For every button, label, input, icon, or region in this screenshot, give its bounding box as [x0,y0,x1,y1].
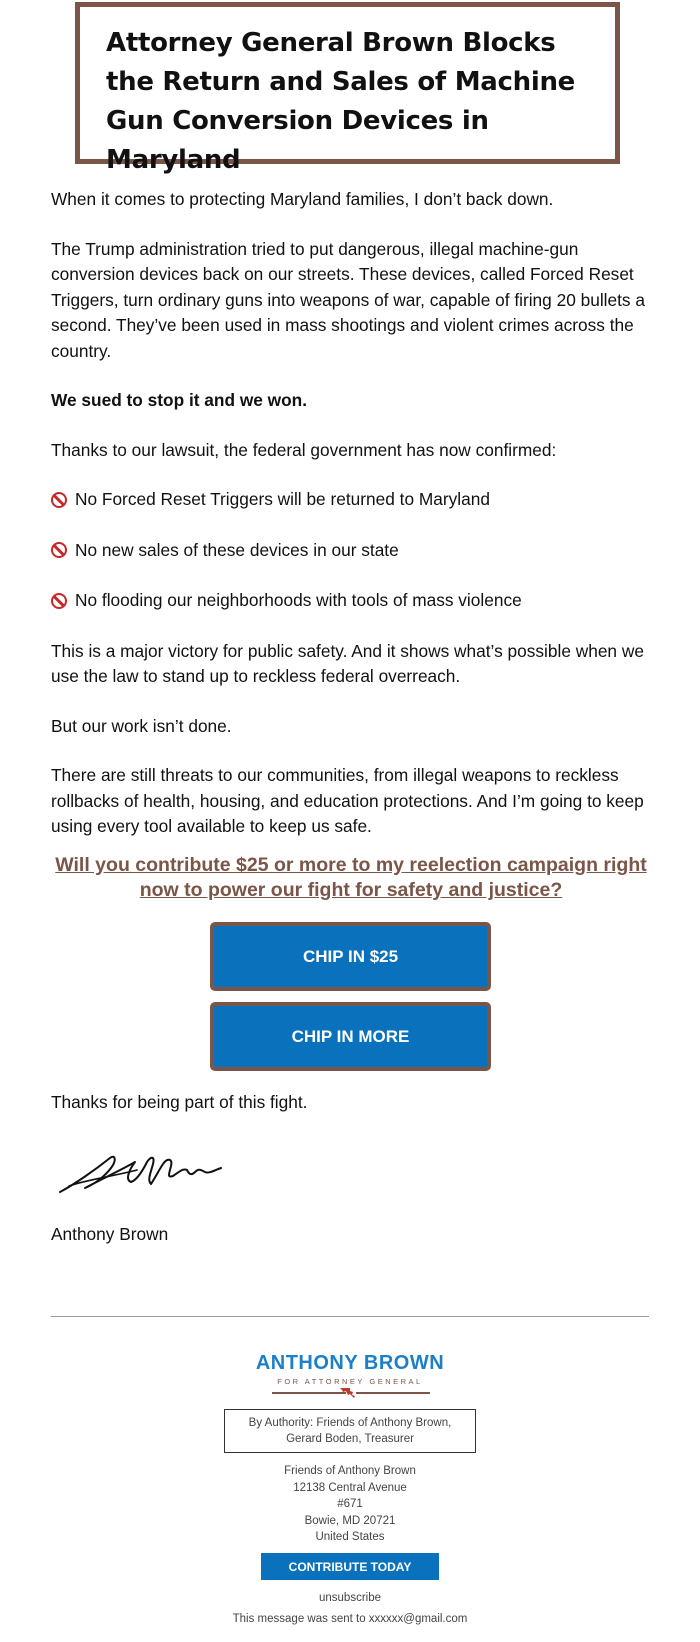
address-line: Bowie, MD 20721 [304,1514,396,1527]
context-paragraph: The Trump administration tried to put dangerous, illegal machine-gun conversion devices back on our streets. These devices, called Forced Reset Triggers, turn ordinary guns into weapons of war, capable of firing 20 bullets a second. They’ve been used in mass shootings and violent crimes across the country. [51,238,645,361]
address-line: 12138 Central Avenue [293,1481,407,1494]
prohibited-icon [51,593,67,609]
chip-in-25-button[interactable]: CHIP IN $25 [210,922,491,991]
prohibited-icon [51,492,67,508]
signature-image [55,1140,235,1200]
page-title: Attorney General Brown Blocks the Return and Sales of Machine Gun Conversion Devices in Maryland [106,28,575,175]
logo-rule-left [272,1392,346,1394]
recipient-notice: This message was sent to xxxxxx@gmail.com [232,1613,468,1625]
mailing-address [200,1463,500,1546]
address-line: Friends of Anthony Brown [284,1465,416,1477]
bullet-text: No Forced Reset Triggers will be returned to Maryland [75,489,490,509]
authority-line: Gerard Boden, Treasurer [286,1433,414,1445]
contribute-link[interactable]: Will you contribute $25 or more to my reelection campaign right now to power our fight for safety and justice? [55,854,647,901]
threats-paragraph: There are still threats to our communities, from illegal weapons to reckless rollbacks of health, housing, and education protections. And I’m going to keep using every tool available to keep us safe. [51,765,644,836]
lawsuit-headline: We sued to stop it and we won. [51,390,308,410]
maryland-shape-icon [340,1386,358,1398]
chip-in-more-button[interactable]: CHIP IN MORE [210,1002,491,1071]
thanks-text: Thanks for being part of this fight. [51,1092,308,1112]
prohibited-icon [51,542,67,558]
bullet-text: No new sales of these devices in our state [75,539,399,560]
work-paragraph: But our work isn’t done. [51,715,232,736]
unsubscribe-link[interactable]: unsubscribe [318,1592,381,1604]
email-body [51,187,651,864]
list-item [51,487,651,513]
address-line: #671 [337,1498,363,1510]
authority-line: By Authority: Friends of Anthony Brown, [248,1417,452,1429]
logo-rule-right [356,1392,430,1394]
list-item [51,538,651,564]
campaign-logo-subtitle: FOR ATTORNEY GENERAL [277,1377,423,1386]
header-banner [75,2,620,175]
victory-paragraph: This is a major victory for public safety. And it shows what’s possible when we use the law to stand up to reckless federal overreach. [51,640,644,686]
authority-disclaimer [224,1409,476,1453]
list-item [51,588,651,614]
contribute-today-button[interactable]: CONTRIBUTE TODAY [261,1553,439,1580]
footer-divider [51,1316,649,1317]
address-line: United States [315,1531,385,1543]
campaign-logo-name: ANTHONY BROWN [255,1352,445,1374]
bullet-text: No flooding our neighborhoods with tools of mass violence [75,590,522,610]
intro-paragraph: When it comes to protecting Maryland families, I don’t back down. [51,189,554,209]
sender-name: Anthony Brown [51,1224,169,1244]
confirmation-paragraph: Thanks to our lawsuit, the federal government has now confirmed: [51,439,557,460]
